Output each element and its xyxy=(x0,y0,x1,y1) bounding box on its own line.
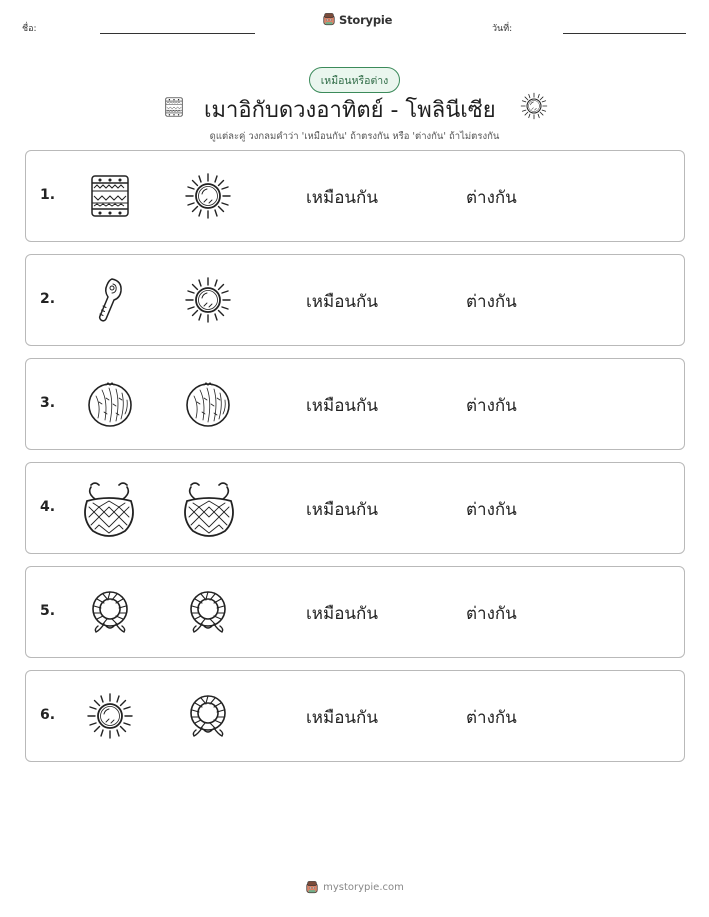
coconut-icon xyxy=(86,380,134,428)
different-option[interactable]: ต่างกัน xyxy=(466,396,517,416)
sun-icon xyxy=(520,92,548,120)
coconut-icon xyxy=(184,380,232,428)
worksheet-type-badge: เหมือนหรือต่าง xyxy=(309,67,400,93)
question-number: 6. xyxy=(40,707,56,723)
mascot-icon xyxy=(322,12,336,27)
rope-loop-icon xyxy=(184,588,232,636)
question-row-6 xyxy=(25,670,685,762)
rope-loop-icon xyxy=(184,692,232,740)
question-number: 2. xyxy=(40,291,56,307)
question-number: 3. xyxy=(40,395,56,411)
different-option[interactable]: ต่างกัน xyxy=(466,188,517,208)
different-option[interactable]: ต่างกัน xyxy=(466,604,517,624)
fishing-net-icon xyxy=(80,479,138,539)
title-row xyxy=(0,92,709,122)
question-number: 5. xyxy=(40,603,56,619)
same-option[interactable]: เหมือนกัน xyxy=(306,500,378,520)
worksheet-header xyxy=(22,12,687,38)
same-option[interactable]: เหมือนกัน xyxy=(306,396,378,416)
name-field[interactable] xyxy=(100,33,255,34)
sun-icon xyxy=(184,276,232,324)
footer xyxy=(0,880,709,895)
same-option[interactable]: เหมือนกัน xyxy=(306,292,378,312)
question-row-1 xyxy=(25,150,685,242)
footer-url[interactable]: mystorypie.com xyxy=(323,882,404,893)
question-row-5 xyxy=(25,566,685,658)
same-option[interactable]: เหมือนกัน xyxy=(306,708,378,728)
sun-icon xyxy=(184,172,232,220)
tapa-cloth-icon xyxy=(86,172,134,220)
different-option[interactable]: ต่างกัน xyxy=(466,500,517,520)
question-row-3 xyxy=(25,358,685,450)
mascot-icon xyxy=(305,880,319,895)
question-number: 1. xyxy=(40,187,56,203)
carved-club-icon xyxy=(86,276,134,324)
rope-loop-icon xyxy=(86,588,134,636)
date-label: วันที่: xyxy=(492,24,513,34)
name-label: ชื่อ: xyxy=(22,24,37,34)
date-field[interactable] xyxy=(563,33,686,34)
brand-name: Storypie xyxy=(339,12,393,27)
different-option[interactable]: ต่างกัน xyxy=(466,292,517,312)
question-row-4 xyxy=(25,462,685,554)
question-number: 4. xyxy=(40,499,56,515)
page-title: เมาอิกับดวงอาทิตย์ - โพลินีเซีย xyxy=(204,98,496,123)
same-option[interactable]: เหมือนกัน xyxy=(306,604,378,624)
different-option[interactable]: ต่างกัน xyxy=(466,708,517,728)
same-option[interactable]: เหมือนกัน xyxy=(306,188,378,208)
sun-icon xyxy=(86,692,134,740)
storypie-logo xyxy=(322,12,392,27)
question-row-2 xyxy=(25,254,685,346)
tapa-cloth-icon xyxy=(163,94,185,120)
instructions: ดูแต่ละคู่ วงกลมคำว่า 'เหมือนกัน' ถ้าตรงกัน หรือ 'ต่างกัน' ถ้าไม่ตรงกัน xyxy=(209,131,500,142)
fishing-net-icon xyxy=(180,479,238,539)
